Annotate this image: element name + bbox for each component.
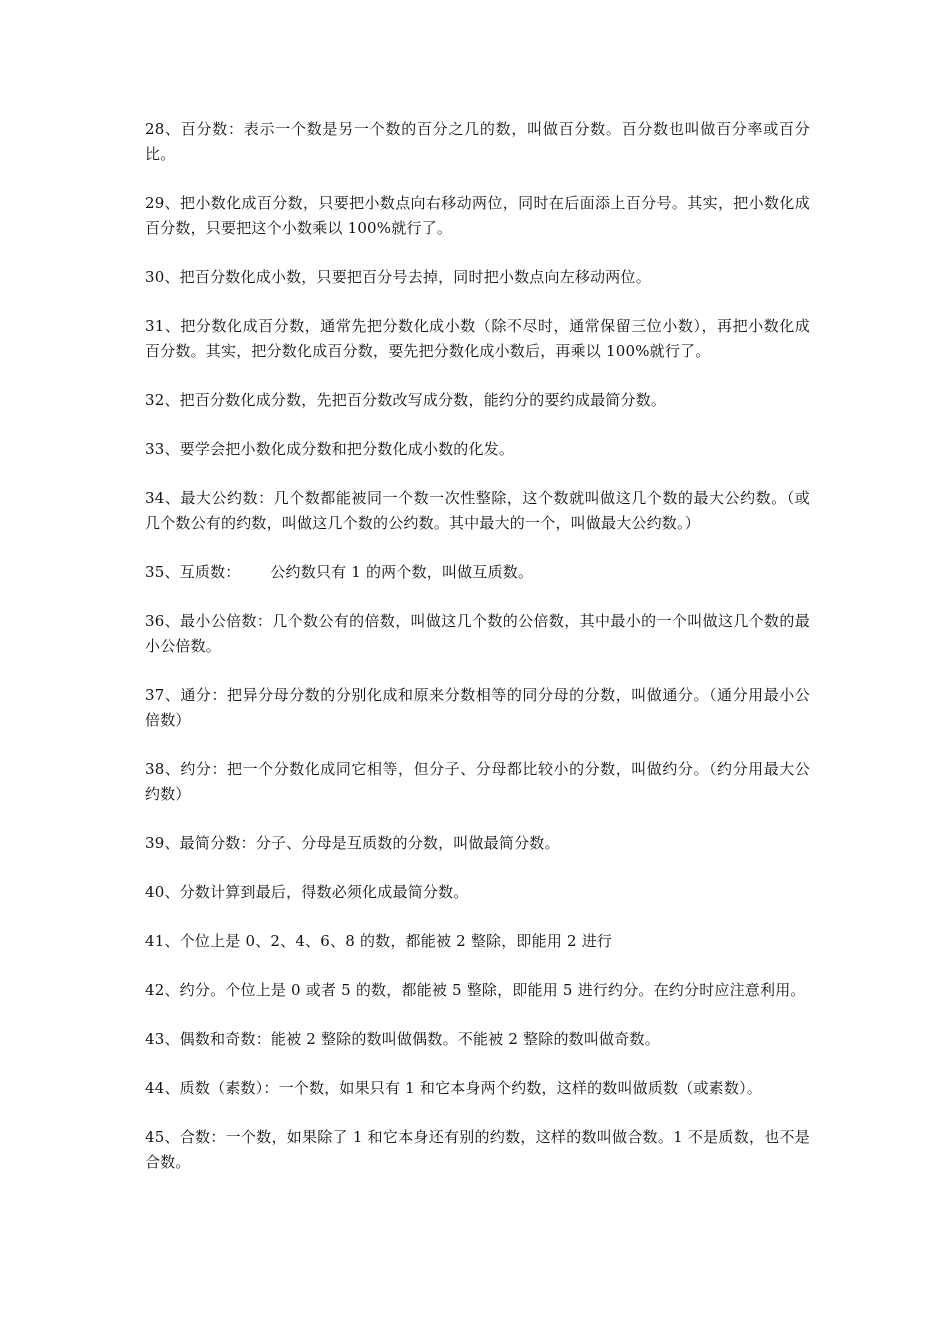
- paragraph-39: 39、最简分数：分子、分母是互质数的分数，叫做最简分数。: [145, 834, 560, 852]
- paragraph-43: 43、偶数和奇数：能被 2 整除的数叫做偶数。不能被 2 整除的数叫做奇数。: [145, 1030, 660, 1048]
- paragraph-37: 37、通分：把异分母分数的分别化成和原来分数相等的同分母的分数，叫做通分。（通分用最小公倍数）: [145, 686, 810, 729]
- paragraph-36: 36、最小公倍数：几个数公有的倍数，叫做这几个数的公倍数，其中最小的一个叫做这几个数的最小公倍数。: [145, 612, 810, 655]
- paragraph-42: 42、约分。个位上是 0 或者 5 的数，都能被 5 整除，即能用 5 进行约分。在约分时应注意利用。: [145, 981, 806, 999]
- paragraph-28: 28、百分数：表示一个数是另一个数的百分之几的数，叫做百分数。百分数也叫做百分率或百分比。: [145, 120, 810, 163]
- paragraph-40: 40、分数计算到最后，得数必须化成最简分数。: [145, 883, 469, 901]
- paragraph-29: 29、把小数化成百分数，只要把小数点向右移动两位，同时在后面添上百分号。其实，把小数化成百分数，只要把这个小数乘以 100%就行了。: [145, 194, 810, 237]
- paragraph-33: 33、要学会把小数化成分数和把分数化成小数的化发。: [145, 440, 515, 458]
- paragraph-30: 30、把百分数化成小数，只要把百分号去掉，同时把小数点向左移动两位。: [145, 268, 651, 286]
- paragraph-45: 45、合数：一个数，如果除了 1 和它本身还有别的约数，这样的数叫做合数。1 不是质数，也不是合数。: [145, 1128, 810, 1171]
- paragraph-34: 34、最大公约数：几个数都能被同一个数一次性整除，这个数就叫做这几个数的最大公约数。（或几个数公有的约数，叫做这几个数的公约数。其中最大的一个，叫做最大公约数。）: [145, 489, 810, 532]
- paragraph-38: 38、约分：把一个分数化成同它相等，但分子、分母都比较小的分数，叫做约分。（约分用最大公约数）: [145, 760, 810, 803]
- paragraph-35: 35、互质数： 公约数只有 1 的两个数，叫做互质数。: [145, 563, 534, 581]
- paragraph-41: 41、个位上是 0、2、4、6、8 的数，都能被 2 整除，即能用 2 进行: [145, 932, 613, 950]
- document-body: [145, 117, 810, 1199]
- paragraph-31: 31、把分数化成百分数，通常先把分数化成小数（除不尽时，通常保留三位小数），再把小数化成百分数。其实，把分数化成百分数，要先把分数化成小数后，再乘以 100%就行了。: [145, 317, 810, 360]
- paragraph-32: 32、把百分数化成分数，先把百分数改写成分数，能约分的要约成最简分数。: [145, 391, 667, 409]
- paragraph-44: 44、质数（素数）：一个数，如果只有 1 和它本身两个约数，这样的数叫做质数（或素数）。: [145, 1079, 762, 1097]
